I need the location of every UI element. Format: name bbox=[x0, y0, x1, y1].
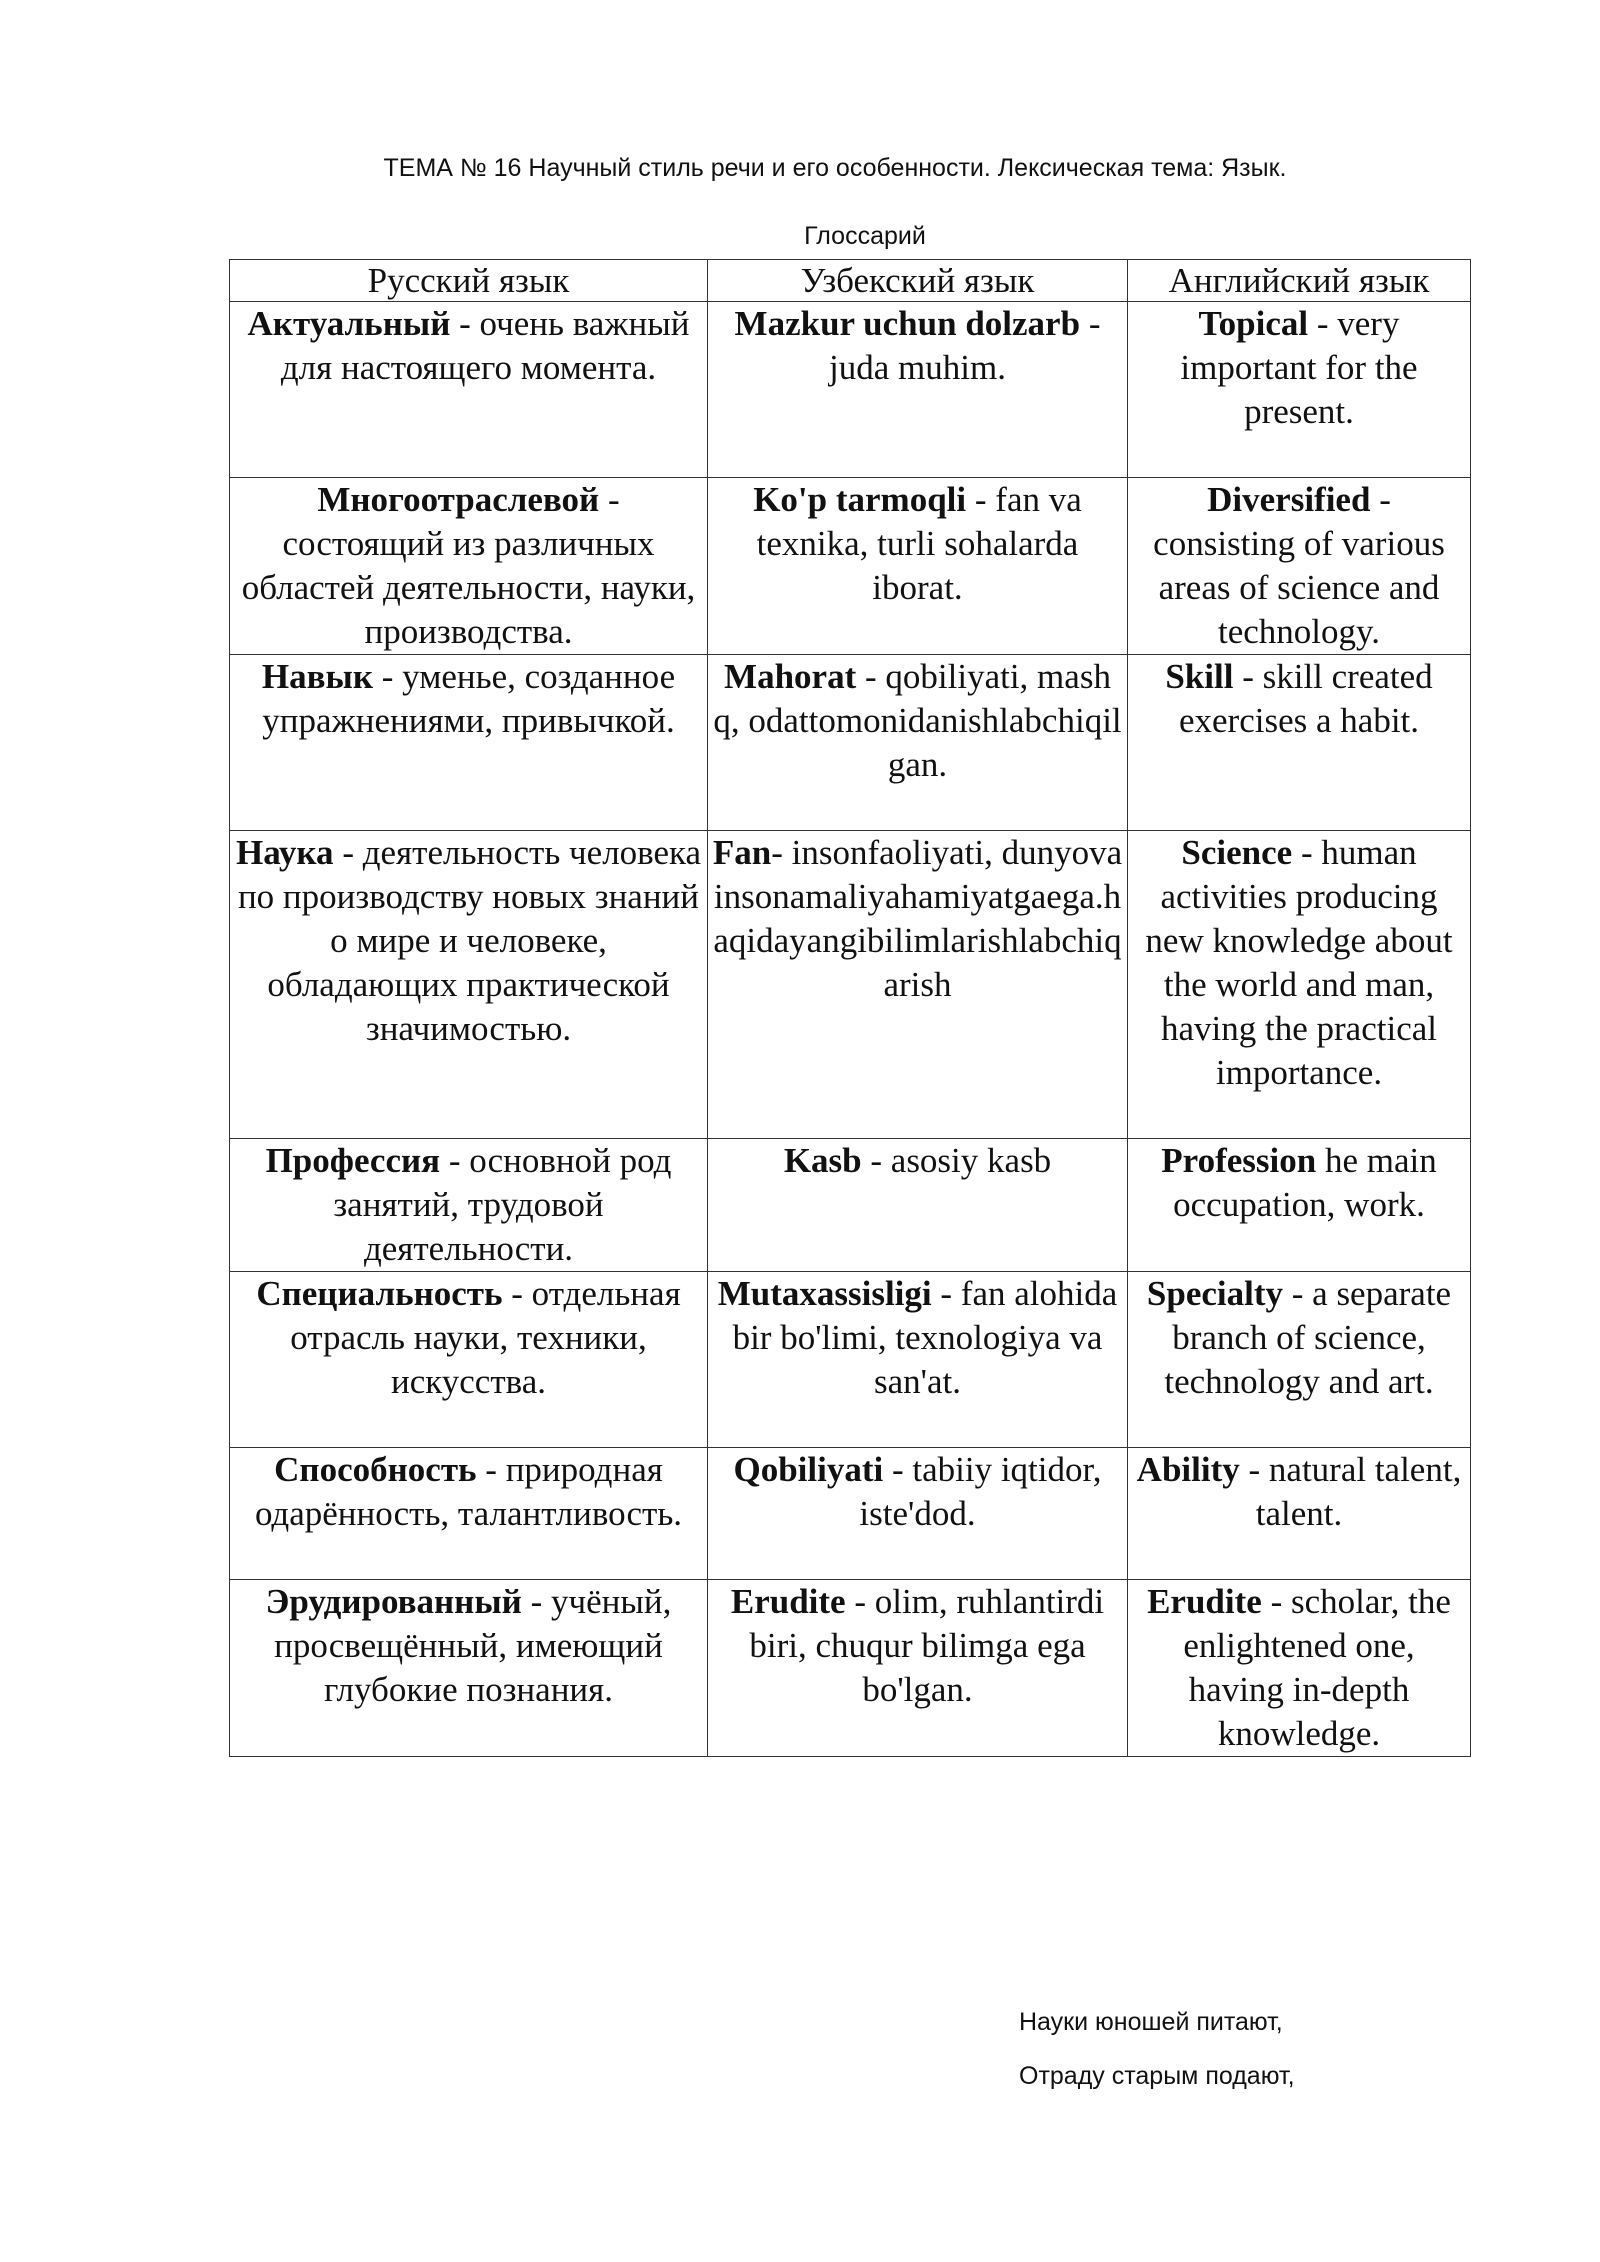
cell-english bbox=[1128, 1448, 1471, 1580]
definition: - insonfaoliyati, dunyovainsonamaliyahamiyatgaega.haqidayangibilimlarishlabchiqarish bbox=[713, 833, 1123, 1004]
definition: - fan alohida bir bo'limi, texnologiya va san'at. bbox=[732, 1274, 1118, 1401]
definition: - учёный, просвещённый, имеющий глубокие познания. bbox=[274, 1582, 672, 1709]
term: Science bbox=[1181, 833, 1293, 872]
definition: - skill created exercises a habit. bbox=[1178, 657, 1433, 740]
cell-uzbek bbox=[708, 302, 1128, 478]
table-row bbox=[230, 1272, 1471, 1448]
cell-uzbek bbox=[708, 1139, 1128, 1272]
glossary-heading: Глоссарий bbox=[804, 222, 926, 250]
term: Многоотраслевой bbox=[317, 480, 600, 519]
term: Способность bbox=[274, 1450, 477, 1489]
cell-english bbox=[1128, 1139, 1471, 1272]
definition: - fan va texnika, turli sohalarda iborat. bbox=[756, 480, 1082, 607]
table-row bbox=[230, 302, 1471, 478]
definition: - отдельная отрасль науки, техники, искусства. bbox=[290, 1274, 681, 1401]
term: Kasb bbox=[783, 1141, 862, 1180]
term: Qobiliyati bbox=[733, 1450, 884, 1489]
cell-russian bbox=[230, 655, 708, 831]
definition: - human activities producing new knowledge about the world and man, having the practical importance. bbox=[1145, 833, 1453, 1092]
definition: - уменье, созданное упражнениями, привычкой. bbox=[262, 657, 676, 740]
definition: - natural talent, talent. bbox=[1239, 1450, 1462, 1533]
definition: - asosiy kasb bbox=[861, 1141, 1052, 1180]
cell-english bbox=[1128, 302, 1471, 478]
definition: - состоящий из различных областей деятельности, науки, производства. bbox=[241, 480, 696, 651]
cell-english bbox=[1128, 478, 1471, 655]
column-header-uzbek: Узбекский язык bbox=[708, 260, 1128, 302]
cell-russian bbox=[230, 1139, 708, 1272]
table-row bbox=[230, 1139, 1471, 1272]
term: Erudite bbox=[730, 1582, 846, 1621]
cell-russian bbox=[230, 302, 708, 478]
cell-uzbek bbox=[708, 1448, 1128, 1580]
term: Diversified bbox=[1207, 480, 1371, 519]
term: Skill bbox=[1165, 657, 1234, 696]
cell-uzbek bbox=[708, 831, 1128, 1139]
page-title: ТЕМА № 16 Научный стиль речи и его особенности. Лексическая тема: Язык. bbox=[383, 154, 1287, 182]
definition: - scholar, the enlightened one, having in-depth knowledge. bbox=[1183, 1582, 1451, 1753]
term: Specialty bbox=[1146, 1274, 1283, 1313]
term: Mutaxassisligi bbox=[717, 1274, 932, 1313]
term: Актуальный bbox=[247, 304, 451, 343]
definition: - juda muhim. bbox=[829, 304, 1101, 387]
definition: - деятельность человека по производству новых знаний о мире и человеке, обладающих практической значимостью. bbox=[237, 833, 702, 1048]
cell-russian bbox=[230, 831, 708, 1139]
glossary-table bbox=[229, 259, 1471, 1757]
cell-russian bbox=[230, 1580, 708, 1757]
term: Fan bbox=[712, 833, 772, 872]
footer-verse-line-2: Отраду старым подают, bbox=[1019, 2062, 1295, 2090]
cell-uzbek bbox=[708, 655, 1128, 831]
definition: he main occupation, work. bbox=[1173, 1141, 1437, 1224]
term: Профессия bbox=[265, 1141, 441, 1180]
definition: - очень важный для настоящего момента. bbox=[280, 304, 690, 387]
term: Mazkur uchun dolzarb bbox=[734, 304, 1081, 343]
cell-english bbox=[1128, 655, 1471, 831]
definition: - основной род занятий, трудовой деятельности. bbox=[333, 1141, 672, 1268]
table-row bbox=[230, 478, 1471, 655]
cell-uzbek bbox=[708, 478, 1128, 655]
definition: - природная одарённость, талантливость. bbox=[254, 1450, 683, 1533]
cell-english bbox=[1128, 831, 1471, 1139]
cell-english bbox=[1128, 1580, 1471, 1757]
term: Topical bbox=[1198, 304, 1309, 343]
table-row bbox=[230, 1448, 1471, 1580]
definition: - tabiiy iqtidor, iste'dod. bbox=[859, 1450, 1102, 1533]
table-header-row bbox=[230, 260, 1471, 302]
cell-russian bbox=[230, 1272, 708, 1448]
column-header-russian: Русский язык bbox=[230, 260, 708, 302]
term: Erudite bbox=[1147, 1582, 1262, 1621]
table-row bbox=[230, 1580, 1471, 1757]
definition: - very important for the present. bbox=[1180, 304, 1418, 431]
cell-uzbek bbox=[708, 1580, 1128, 1757]
table-row bbox=[230, 655, 1471, 831]
term: Наука bbox=[235, 833, 334, 872]
definition: - qobiliyati, mashq, odattomonidanishlabchiqilgan. bbox=[713, 657, 1122, 784]
column-header-english: Английский язык bbox=[1128, 260, 1471, 302]
definition: - olim, ruhlantirdi biri, chuqur bilimga ega bo'lgan. bbox=[749, 1582, 1105, 1709]
table-row bbox=[230, 831, 1471, 1139]
term: Навык bbox=[261, 657, 373, 696]
cell-english bbox=[1128, 1272, 1471, 1448]
footer-verse-line-1: Науки юношей питают, bbox=[1019, 2008, 1283, 2036]
term: Ko'p tarmoqli bbox=[753, 480, 967, 519]
term: Ability bbox=[1136, 1450, 1240, 1489]
cell-russian bbox=[230, 478, 708, 655]
term: Эрудированный bbox=[265, 1582, 522, 1621]
definition: - consisting of various areas of science and technology. bbox=[1153, 480, 1445, 651]
term: Profession bbox=[1161, 1141, 1317, 1180]
cell-uzbek bbox=[708, 1272, 1128, 1448]
definition: - a separate branch of science, technology and art. bbox=[1164, 1274, 1452, 1401]
term: Специальность bbox=[256, 1274, 503, 1313]
cell-russian bbox=[230, 1448, 708, 1580]
term: Mahorat bbox=[724, 657, 857, 696]
